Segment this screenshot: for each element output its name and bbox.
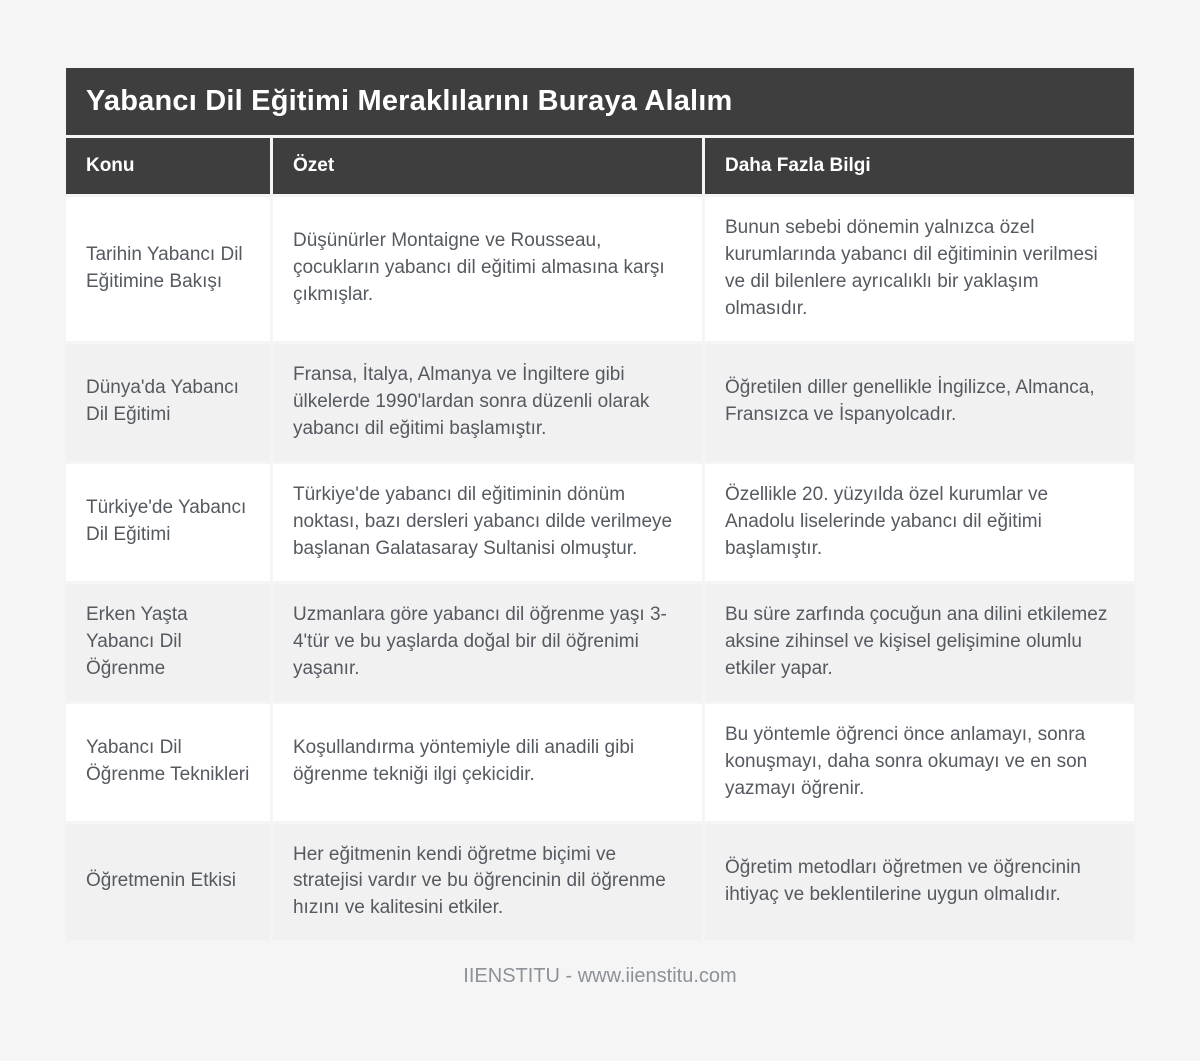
cell-konu: Dünya'da Yabancı Dil Eğitimi <box>66 344 270 461</box>
column-header-daha-fazla-bilgi: Daha Fazla Bilgi <box>705 138 1134 194</box>
language-education-table <box>63 65 1137 943</box>
cell-bilgi: Bunun sebebi dönemin yalnızca özel kurumlarında yabancı dil eğitiminin verilmesi ve dil bilenlere ayrıcalıklı bir yaklaşım olmasıdır. <box>705 197 1134 341</box>
cell-konu: Türkiye'de Yabancı Dil Eğitimi <box>66 464 270 581</box>
cell-bilgi: Özellikle 20. yüzyılda özel kurumlar ve Anadolu liselerinde yabancı dil eğitimi başlamıştır. <box>705 464 1134 581</box>
table-row <box>66 464 1134 581</box>
cell-bilgi: Bu süre zarfında çocuğun ana dilini etkilemez aksine zihinsel ve kişisel gelişimine olumlu etkiler yapar. <box>705 584 1134 701</box>
column-header-ozet: Özet <box>273 138 702 194</box>
column-header-row <box>66 138 1134 194</box>
column-header-konu: Konu <box>66 138 270 194</box>
cell-ozet: Türkiye'de yabancı dil eğitiminin dönüm noktası, bazı dersleri yabancı dilde verilmeye başlanan Galatasaray Sultanisi olmuştur. <box>273 464 702 581</box>
cell-bilgi: Öğretim metodları öğretmen ve öğrencinin ihtiyaç ve beklentilerine uygun olmalıdır. <box>705 824 1134 941</box>
table-row <box>66 704 1134 821</box>
cell-ozet: Düşünürler Montaigne ve Rousseau, çocukların yabancı dil eğitimi almasına karşı çıkmışlar. <box>273 197 702 341</box>
cell-konu: Tarihin Yabancı Dil Eğitimine Bakışı <box>66 197 270 341</box>
cell-konu: Yabancı Dil Öğrenme Teknikleri <box>66 704 270 821</box>
table-row <box>66 824 1134 941</box>
page-title: Yabancı Dil Eğitimi Meraklılarını Buraya Alalım <box>66 68 1134 135</box>
title-bar <box>66 68 1134 135</box>
cell-ozet: Uzmanlara göre yabancı dil öğrenme yaşı 3-4'tür ve bu yaşlarda doğal bir dil öğrenimi yaşanır. <box>273 584 702 701</box>
cell-bilgi: Bu yöntemle öğrenci önce anlamayı, sonra konuşmayı, daha sonra okumayı ve en son yazmayı öğrenir. <box>705 704 1134 821</box>
cell-ozet: Koşullandırma yöntemiyle dili anadili gibi öğrenme tekniği ilgi çekicidir. <box>273 704 702 821</box>
table-row <box>66 197 1134 341</box>
cell-bilgi: Öğretilen diller genellikle İngilizce, Almanca, Fransızca ve İspanyolcadır. <box>705 344 1134 461</box>
footer-credit: IIENSTITU - www.iienstitu.com <box>463 965 737 988</box>
cell-ozet: Fransa, İtalya, Almanya ve İngiltere gibi ülkelerde 1990'lardan sonra düzenli olarak yabancı dil eğitimi başlamıştır. <box>273 344 702 461</box>
cell-konu: Öğretmenin Etkisi <box>66 824 270 941</box>
cell-konu: Erken Yaşta Yabancı Dil Öğrenme <box>66 584 270 701</box>
table-row <box>66 344 1134 461</box>
cell-ozet: Her eğitmenin kendi öğretme biçimi ve stratejisi vardır ve bu öğrencinin dil öğrenme hızını ve kalitesini etkiler. <box>273 824 702 941</box>
table-row <box>66 584 1134 701</box>
